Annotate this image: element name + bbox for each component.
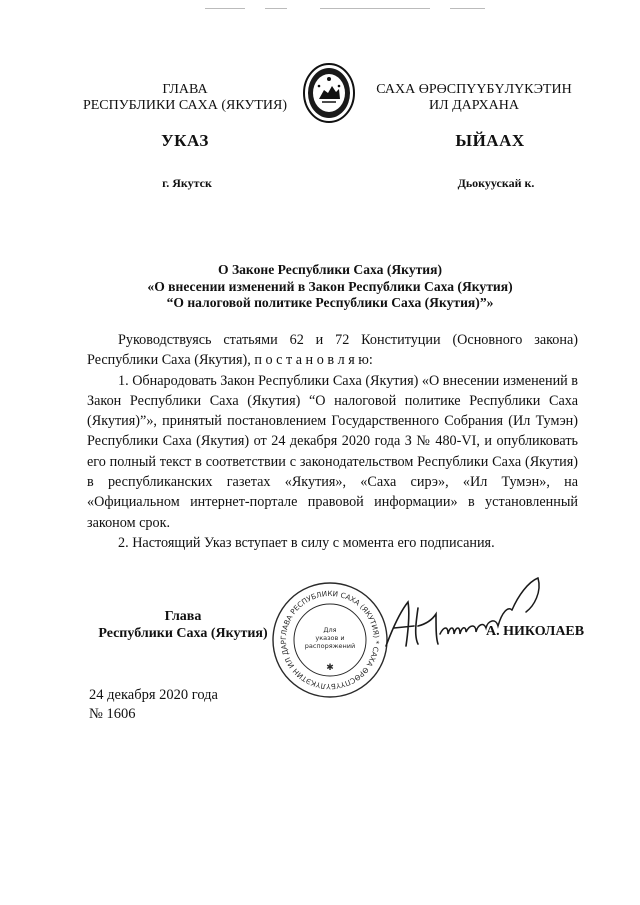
stamp-ring-text: ГЛАВА РЕСПУБЛИКИ САХА (ЯКУТИЯ) * САХА ӨРӨСПҮҮБҮЛҮКЭТИН ИЛ ДАР — [278, 588, 382, 692]
header-left-line2: РЕСПУБЛИКИ САХА (ЯКУТИЯ) — [82, 98, 288, 113]
signer-name: А. НИКОЛАЕВ — [486, 624, 585, 639]
signature-position — [88, 608, 278, 642]
scan-artifact — [205, 8, 245, 9]
doc-type-sah: ЫЙААХ — [455, 131, 525, 150]
header-right-line1: САХА ӨРӨСПҮҮБҮЛҮКЭТИН — [376, 82, 572, 97]
decree-date: 24 декабря 2020 года — [89, 687, 218, 703]
preamble-paragraph: Руководствуясь статьями 62 и 72 Конституции (Основного закона) Республики Саха (Якутия), п о с т а н о в л я ю: — [87, 332, 578, 369]
header-right — [374, 82, 574, 114]
decree-number: № 1606 — [89, 706, 136, 722]
signature-position-line2: Республики Саха (Якутия) — [98, 626, 268, 641]
law-title-line2: «О внесении изменений в Закон Республики Саха (Якутия) — [147, 278, 513, 294]
doc-type-ru: УКАЗ — [161, 131, 209, 150]
stamp-center-line3: распоряжений — [304, 642, 356, 650]
item-1-paragraph: 1. Обнародовать Закон Республики Саха (Якутия) «О внесении изменений в Закон Республики Саха (Якутия) “О налоговой политике Республики Саха (Якутия)”», принятый постановлением Государственного Собрания (Ил Тумэн) Республики Саха (Якутия) от 24 декабря 2020 года З № 480-VI, и опубликовать его полный текст в соответствии с законодательством Республики Саха (Якутия) в республиканских газетах «Якутия», «Саха сирэ», «Ил Тумэн», на «Официальном интернет-портале правовой информации» в установленный законом срок. — [87, 372, 578, 531]
official-stamp — [270, 580, 390, 700]
place-ru: г. Якутск — [162, 176, 212, 190]
law-title-line1: О Законе Республики Саха (Якутия) — [217, 262, 443, 277]
scan-artifact — [450, 8, 485, 9]
stamp-center-line2: указов и — [315, 634, 345, 642]
decree-body — [87, 330, 578, 553]
item-2-paragraph: 2. Настоящий Указ вступает в силу с момента его подписания. — [118, 534, 495, 551]
header-left-line1: ГЛАВА — [162, 82, 208, 97]
handwritten-signature — [378, 572, 558, 652]
coat-of-arms-icon — [302, 62, 356, 124]
law-title-line3: “О налоговой политике Республики Саха (Якутия)”» — [166, 295, 494, 310]
place-sah: Дьокуускай к. — [457, 176, 535, 190]
stamp-center-line1: Для — [323, 626, 337, 634]
decree-date-number — [89, 686, 329, 724]
header-left — [80, 82, 290, 114]
scan-artifact — [265, 8, 287, 9]
signature-position-line1: Глава — [164, 609, 202, 624]
scan-artifact — [320, 8, 430, 9]
header-right-line2: ИЛ ДАРХАНА — [428, 98, 519, 113]
law-title — [80, 262, 580, 312]
stamp-star-icon: ✱ — [326, 663, 334, 673]
